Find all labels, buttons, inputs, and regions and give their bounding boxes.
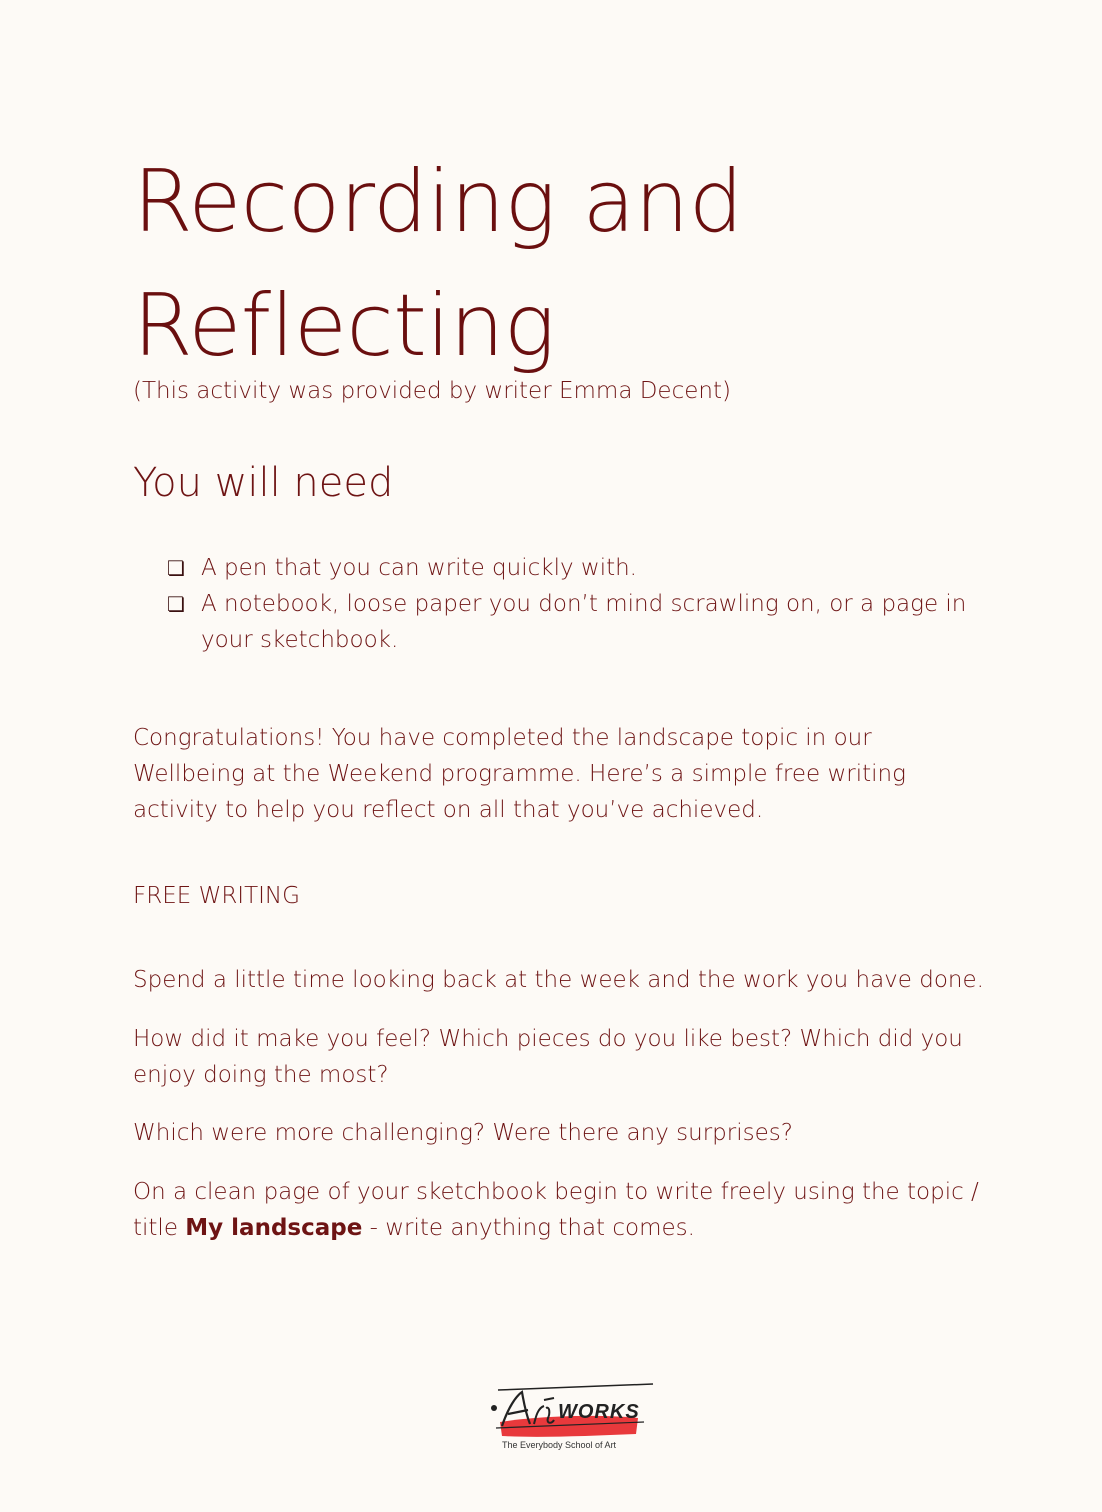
list-item	[167, 586, 997, 658]
which-paragraph: Which were more challenging? Were there any surprises?	[133, 1120, 793, 1146]
free-writing-heading: FREE WRITING	[133, 883, 300, 909]
artworks-logo	[488, 1378, 658, 1464]
clean-page-paragraph	[133, 1174, 1013, 1246]
list-item-text: A pen that you can write quickly with.	[201, 555, 637, 581]
logo-wordmark: WORKS	[558, 1401, 640, 1423]
page-title	[133, 140, 743, 388]
artworks-logo-mark	[488, 1378, 658, 1440]
logo-tagline: The Everybody School of Art	[502, 1440, 617, 1450]
clean-page-text-start: On a clean page of your sketchbook begin to write freely using the topic / title	[133, 1179, 979, 1241]
how-paragraph: How did it make you feel? Which pieces do you like best? Which did you enjoy doing the most?	[133, 1026, 963, 1088]
title-line-1: Recording and	[133, 152, 743, 252]
you-will-need-heading: You will need	[133, 460, 394, 506]
logo-top-line	[498, 1384, 653, 1390]
my-landscape-title: My landscape	[185, 1215, 363, 1241]
intro-paragraph: Congratulations! You have completed the landscape topic in our Wellbeing at the Weekend programme. Here’s a simple free writing activity to help you reflect on all that you’ve achieved.	[133, 725, 906, 823]
spend-paragraph: Spend a little time looking back at the week and the work you have done.	[133, 967, 984, 993]
logo-dot	[491, 1405, 497, 1411]
activity-credit: (This activity was provided by writer Emma Decent)	[133, 378, 731, 404]
checkbox-icon: ❏	[167, 556, 185, 580]
list-item-text: A notebook, loose paper you don’t mind scrawling on, or a page in your sketchbook.	[201, 591, 967, 653]
list-item	[167, 550, 997, 586]
checkbox-icon: ❏	[167, 592, 185, 616]
title-line-2: Reflecting	[133, 276, 555, 376]
needs-list	[167, 550, 997, 658]
clean-page-text-end: - write anything that comes.	[362, 1215, 695, 1241]
